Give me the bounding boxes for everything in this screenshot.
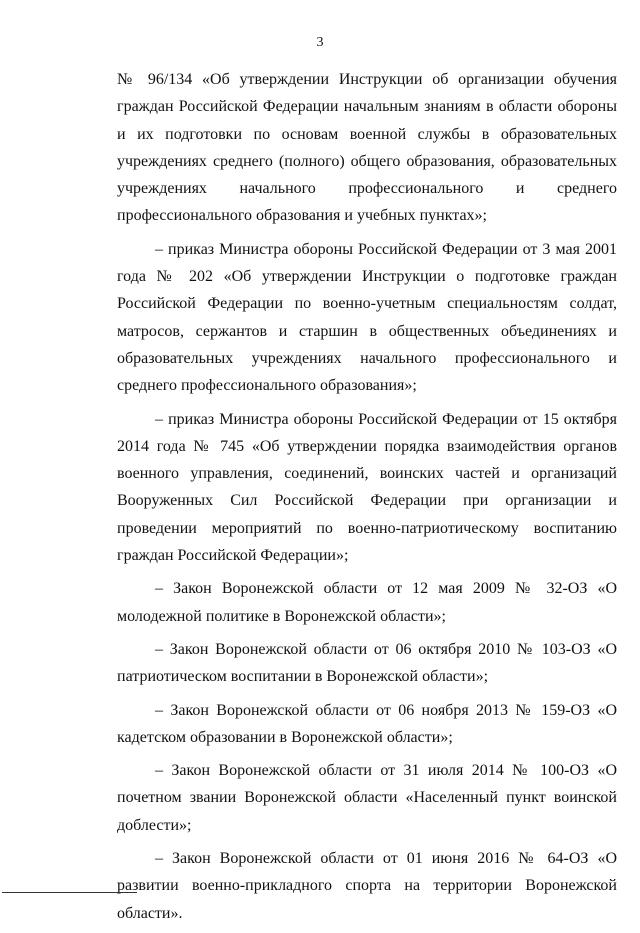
footnote-separator-line: [2, 892, 137, 893]
paragraph-law-64-oz: – Закон Воронежской области от 01 июня 2016 № 64-ОЗ «О развитии военно-прикладного спорта на территории Воронежской области».: [117, 850, 617, 922]
document-body: [117, 66, 617, 933]
paragraph-order-96-134: № 96/134 «Об утверждении Инструкции об организации обучения граждан Российской Федерации начальным знаниям в области обороны и их подготовки по основам военной службы в образовательных учреждениях среднего (полного) общего образования, образовательных учреждениях начального профессионального и среднего профессионального образования и учебных пунктах»;: [117, 71, 617, 225]
paragraph-order-202: – приказ Министра обороны Российской Федерации от 3 мая 2001 года № 202 «Об утверждении Инструкции о подготовке граждан Российской Федерации по военно-учетным специальностям солдат, матросов, сержантов и старшин в общественных объединениях и образовательных учреждениях начального профессионального и среднего профессионального образования»;: [117, 240, 617, 395]
paragraph-order-745: – приказ Министра обороны Российской Федерации от 15 октября 2014 года № 745 «Об утверждении порядка взаимодействия органов военного управления, соединений, воинских частей и организаций Вооруженных Сил Российской Федерации при организации и проведении мероприятий по военно-патриотическому воспитанию граждан Российской Федерации»;: [117, 410, 617, 565]
paragraph-law-103-oz: – Закон Воронежской области от 06 октября 2010 № 103-ОЗ «О патриотическом воспитании в Воронежской области»;: [117, 640, 617, 686]
page-number: 3: [316, 35, 324, 50]
paragraph-law-32-oz: – Закон Воронежской области от 12 мая 2009 № 32-ОЗ «О молодежной политике в Воронежской области»;: [117, 580, 617, 625]
paragraph-law-159-oz: – Закон Воронежской области от 06 ноября 2013 № 159-ОЗ «О кадетском образовании в Воронежской области»;: [117, 701, 617, 746]
paragraph-law-100-oz: – Закон Воронежской области от 31 июля 2014 № 100-ОЗ «О почетном звании Воронежской области «Населенный пункт воинской доблести»;: [117, 762, 617, 834]
